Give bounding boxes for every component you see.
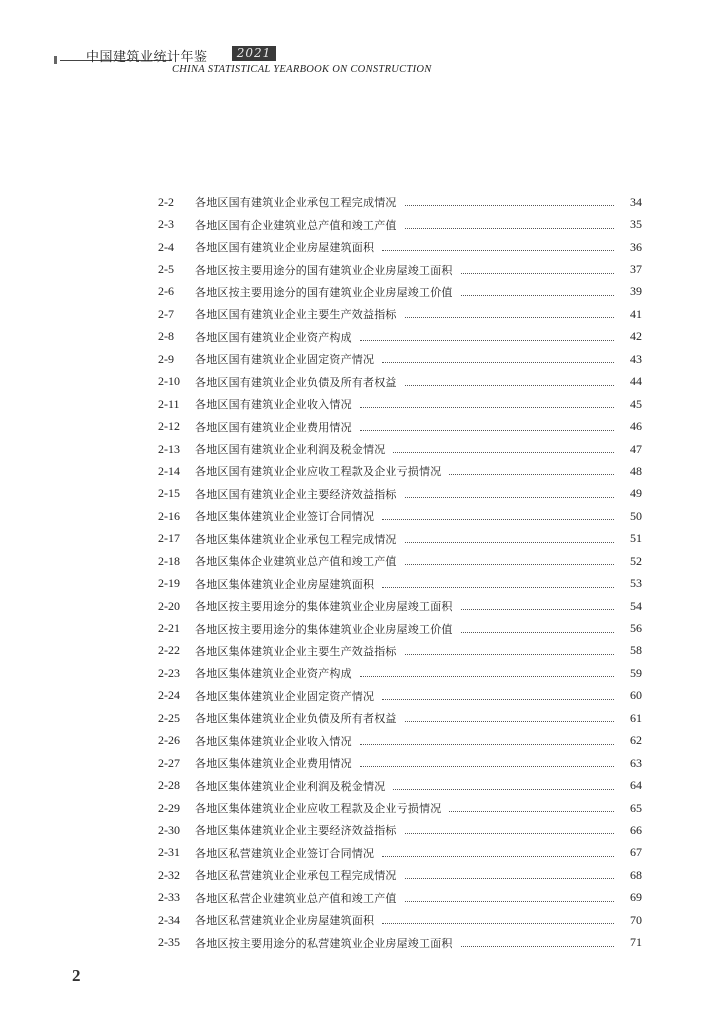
toc-entry-title: 各地区国有建筑业企业承包工程完成情况: [195, 196, 397, 210]
toc-entry-code: 2-19: [158, 576, 180, 591]
toc-dot-leader: [405, 877, 614, 879]
toc-entry-page: 71: [630, 935, 642, 950]
toc-entry-title: 各地区私营企业建筑业总产值和竣工产值: [195, 891, 397, 905]
toc-entry-code: 2-32: [158, 867, 180, 882]
toc-entry-title: 各地区国有建筑业企业收入情况: [195, 398, 352, 412]
toc-entry-title: 各地区集体建筑业企业收入情况: [195, 734, 352, 748]
toc-entry[interactable]: [158, 819, 642, 841]
toc-entry-code: 2-28: [158, 778, 180, 793]
toc-dot-leader: [360, 675, 614, 677]
toc-entry-title: 各地区国有企业建筑业总产值和竣工产值: [195, 218, 397, 232]
toc-entry-code: 2-23: [158, 665, 180, 680]
toc-entry[interactable]: [158, 752, 642, 774]
toc-entry-title: 各地区集体建筑业企业签订合同情况: [195, 510, 375, 524]
toc-dot-leader: [360, 406, 614, 408]
toc-entry-title: 各地区国有建筑业企业房屋建筑面积: [195, 241, 375, 255]
toc-entry-title: 各地区国有建筑业企业利润及税金情况: [195, 443, 386, 457]
toc-entry[interactable]: [158, 931, 642, 953]
toc-entry-code: 2-27: [158, 755, 180, 770]
toc-entry-code: 2-15: [158, 486, 180, 501]
toc-entry-title: 各地区集体建筑业企业利润及税金情况: [195, 779, 386, 793]
toc-entry-code: 2-4: [158, 239, 174, 254]
toc-entry-code: 2-7: [158, 306, 174, 321]
toc-entry[interactable]: [158, 213, 642, 235]
toc-dot-leader: [360, 743, 614, 745]
toc-entry-code: 2-20: [158, 598, 180, 613]
yearbook-english-title: CHINA STATISTICAL YEARBOOK ON CONSTRUCTION: [172, 64, 432, 75]
toc-entry[interactable]: [158, 460, 642, 482]
toc-entry[interactable]: [158, 393, 642, 415]
toc-entry-page: 50: [630, 508, 642, 523]
toc-entry-page: 48: [630, 463, 642, 478]
toc-entry-title: 各地区国有建筑业企业资产构成: [195, 330, 352, 344]
toc-entry[interactable]: [158, 617, 642, 639]
toc-entry-title: 各地区国有建筑业企业费用情况: [195, 420, 352, 434]
toc-entry-page: 37: [630, 262, 642, 277]
toc-entry-page: 58: [630, 643, 642, 658]
page-number: 2: [72, 966, 81, 985]
toc-entry[interactable]: [158, 797, 642, 819]
toc-entry[interactable]: [158, 707, 642, 729]
toc-entry-code: 2-3: [158, 217, 174, 232]
toc-entry-title: 各地区按主要用途分的私营建筑业企业房屋竣工面积: [195, 936, 453, 950]
toc-entry[interactable]: [158, 640, 642, 662]
toc-entry-code: 2-31: [158, 845, 180, 860]
toc-dot-leader: [405, 384, 614, 386]
toc-dot-leader: [405, 541, 614, 543]
toc-entry-page: 42: [630, 329, 642, 344]
toc-entry[interactable]: [158, 550, 642, 572]
toc-entry-page: 54: [630, 598, 642, 613]
toc-entry-page: 44: [630, 374, 642, 389]
running-header: [60, 44, 680, 84]
toc-entry[interactable]: [158, 572, 642, 594]
toc-entry-title: 各地区集体建筑业企业应收工程款及企业亏损情况: [195, 802, 442, 816]
toc-entry-code: 2-29: [158, 800, 180, 815]
toc-dot-leader: [405, 563, 614, 565]
toc-entry[interactable]: [158, 842, 642, 864]
toc-entry[interactable]: [158, 774, 642, 796]
toc-entry[interactable]: [158, 438, 642, 460]
toc-entry-title: 各地区集体建筑业企业房屋建筑面积: [195, 577, 375, 591]
toc-dot-leader: [405, 720, 614, 722]
toc-dot-leader: [382, 855, 614, 857]
toc-entry[interactable]: [158, 236, 642, 258]
toc-entry[interactable]: [158, 595, 642, 617]
toc-entry[interactable]: [158, 662, 642, 684]
toc-dot-leader: [449, 810, 614, 812]
toc-dot-leader: [405, 204, 614, 206]
toc-entry-code: 2-6: [158, 284, 174, 299]
toc-entry-code: 2-17: [158, 531, 180, 546]
toc-entry-page: 67: [630, 845, 642, 860]
toc-entry-page: 64: [630, 778, 642, 793]
toc-entry-title: 各地区国有建筑业企业应收工程款及企业亏损情况: [195, 465, 442, 479]
toc-dot-leader: [461, 945, 614, 947]
toc-dot-leader: [393, 788, 614, 790]
toc-entry-code: 2-35: [158, 935, 180, 950]
toc-entry-code: 2-16: [158, 508, 180, 523]
toc-entry-title: 各地区国有建筑业企业主要生产效益指标: [195, 308, 397, 322]
toc-entry[interactable]: [158, 483, 642, 505]
toc-entry[interactable]: [158, 685, 642, 707]
toc-entry-title: 各地区集体建筑业企业资产构成: [195, 667, 352, 681]
toc-entry-code: 2-33: [158, 890, 180, 905]
toc-entry-title: 各地区按主要用途分的国有建筑业企业房屋竣工价值: [195, 285, 453, 299]
toc-entry[interactable]: [158, 371, 642, 393]
toc-entry-page: 69: [630, 890, 642, 905]
toc-entry-page: 68: [630, 867, 642, 882]
toc-entry-code: 2-34: [158, 912, 180, 927]
toc-entry-code: 2-26: [158, 733, 180, 748]
toc-entry[interactable]: [158, 887, 642, 909]
toc-entry-title: 各地区集体企业建筑业总产值和竣工产值: [195, 555, 397, 569]
toc-dot-leader: [405, 316, 614, 318]
toc-entry-title: 各地区国有建筑业企业负债及所有者权益: [195, 375, 397, 389]
toc-dot-leader: [405, 900, 614, 902]
toc-entry-page: 51: [630, 531, 642, 546]
toc-entry-page: 59: [630, 665, 642, 680]
toc-entry-code: 2-13: [158, 441, 180, 456]
toc-entry-title: 各地区集体建筑业企业主要经济效益指标: [195, 824, 397, 838]
toc-dot-leader: [382, 361, 614, 363]
toc-entry-title: 各地区集体建筑业企业负债及所有者权益: [195, 712, 397, 726]
toc-entry-title: 各地区国有建筑业企业主要经济效益指标: [195, 487, 397, 501]
toc-entry-code: 2-12: [158, 419, 180, 434]
toc-dot-leader: [405, 496, 614, 498]
toc-entry-page: 61: [630, 710, 642, 725]
toc-entry-code: 2-24: [158, 688, 180, 703]
toc-entry[interactable]: [158, 191, 642, 213]
toc-dot-leader: [449, 473, 614, 475]
toc-entry-code: 2-8: [158, 329, 174, 344]
toc-entry[interactable]: [158, 258, 642, 280]
toc-dot-leader: [382, 518, 614, 520]
toc-dot-leader: [461, 608, 614, 610]
toc-entry-code: 2-21: [158, 621, 180, 636]
toc-entry-title: 各地区私营建筑业企业房屋建筑面积: [195, 914, 375, 928]
toc-entry[interactable]: [158, 528, 642, 550]
toc-entry-page: 46: [630, 419, 642, 434]
toc-entry-code: 2-18: [158, 553, 180, 568]
toc-entry-page: 63: [630, 755, 642, 770]
toc-entry-title: 各地区集体建筑业企业固定资产情况: [195, 689, 375, 703]
toc-entry-page: 36: [630, 239, 642, 254]
toc-dot-leader: [461, 631, 614, 633]
toc-dot-leader: [360, 429, 614, 431]
toc-entry-code: 2-5: [158, 262, 174, 277]
toc-entry[interactable]: [158, 326, 642, 348]
toc-entry-title: 各地区集体建筑业企业费用情况: [195, 757, 352, 771]
toc-dot-leader: [405, 653, 614, 655]
toc-entry-code: 2-25: [158, 710, 180, 725]
toc-entry-title: 各地区按主要用途分的国有建筑业企业房屋竣工面积: [195, 263, 453, 277]
header-rule-mark: [54, 56, 57, 64]
toc-dot-leader: [382, 698, 614, 700]
toc-entry-page: 39: [630, 284, 642, 299]
toc-entry-page: 62: [630, 733, 642, 748]
toc-entry[interactable]: [158, 730, 642, 752]
toc-dot-leader: [382, 922, 614, 924]
toc-dot-leader: [393, 451, 614, 453]
toc-dot-leader: [461, 272, 614, 274]
toc-entry-page: 34: [630, 194, 642, 209]
toc-entry-page: 56: [630, 621, 642, 636]
toc-entry-page: 41: [630, 306, 642, 321]
toc-entry-page: 35: [630, 217, 642, 232]
toc-entry[interactable]: [158, 864, 642, 886]
toc-entry-page: 47: [630, 441, 642, 456]
toc-dot-leader: [382, 249, 614, 251]
toc-entry-code: 2-2: [158, 194, 174, 209]
toc-entry-page: 65: [630, 800, 642, 815]
toc-entry-page: 53: [630, 576, 642, 591]
toc-entry-code: 2-22: [158, 643, 180, 658]
toc-entry-code: 2-14: [158, 463, 180, 478]
toc-entry-title: 各地区私营建筑业企业承包工程完成情况: [195, 869, 397, 883]
toc-entry-page: 45: [630, 396, 642, 411]
toc-entry-code: 2-10: [158, 374, 180, 389]
toc-entry-page: 52: [630, 553, 642, 568]
toc-dot-leader: [405, 832, 614, 834]
table-of-contents: [158, 191, 642, 954]
toc-entry-page: 60: [630, 688, 642, 703]
toc-entry-code: 2-9: [158, 351, 174, 366]
yearbook-year-badge: 2021: [232, 46, 276, 61]
toc-dot-leader: [360, 765, 614, 767]
yearbook-title: 中国建筑业统计年鉴: [86, 50, 208, 65]
toc-entry-page: 70: [630, 912, 642, 927]
toc-entry-code: 2-11: [158, 396, 180, 411]
toc-dot-leader: [461, 294, 614, 296]
toc-entry[interactable]: [158, 415, 642, 437]
toc-entry-page: 49: [630, 486, 642, 501]
toc-entry[interactable]: [158, 505, 642, 527]
toc-entry-title: 各地区集体建筑业企业主要生产效益指标: [195, 644, 397, 658]
toc-entry-title: 各地区按主要用途分的集体建筑业企业房屋竣工面积: [195, 600, 453, 614]
toc-entry-code: 2-30: [158, 822, 180, 837]
toc-entry-title: 各地区按主要用途分的集体建筑业企业房屋竣工价值: [195, 622, 453, 636]
toc-entry-title: 各地区国有建筑业企业固定资产情况: [195, 353, 375, 367]
toc-entry-page: 66: [630, 822, 642, 837]
toc-entry[interactable]: [158, 348, 642, 370]
toc-entry-title: 各地区集体建筑业企业承包工程完成情况: [195, 532, 397, 546]
toc-dot-leader: [382, 586, 614, 588]
toc-entry-page: 43: [630, 351, 642, 366]
toc-entry[interactable]: [158, 281, 642, 303]
toc-entry[interactable]: [158, 909, 642, 931]
toc-entry[interactable]: [158, 303, 642, 325]
toc-dot-leader: [360, 339, 614, 341]
toc-entry-title: 各地区私营建筑业企业签订合同情况: [195, 846, 375, 860]
toc-dot-leader: [405, 227, 614, 229]
